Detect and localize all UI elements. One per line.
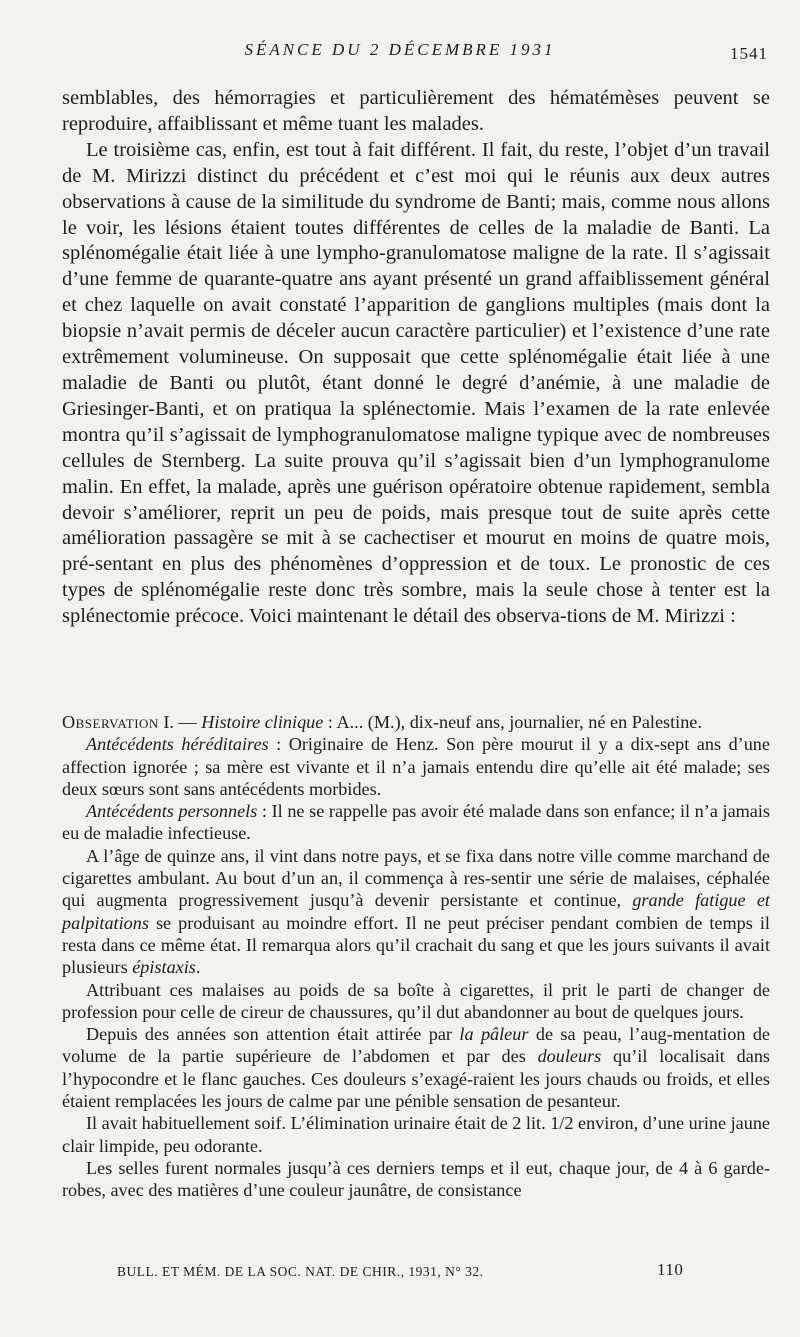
paragraph-third-case: Le troisième cas, enfin, est tout à fait différent. Il fait, du reste, l’objet d’un travail de M. Mirizzi distinct du précédent et c’est moi qui le réunis aux deux autres observations à cause de la similitude du syndrome de Banti; mais, comme nous allons le voir, les lésions étaient toutes différentes de celles de la maladie de Banti. La splénomégalie était liée à une lympho-granulomatose maligne de la rate. Il s’agissait d’une femme de quarante-quatre ans ayant présenté un grand affaiblissement général et chez laquelle on avait constaté l’apparition de ganglions multiples (mais dont la biopsie n’avait permis de déceler aucun caractère particulier) et l’existence d’une rate extrêmement volumineuse. On supposait que cette splénomégalie était liée à une maladie de Banti ou plutôt, étant donné le degré d’anémie, à une maladie de Griesinger-Banti, et on pratiqua la splénectomie. Mais l’examen de la rate enlevée montra qu’il s’agissait de lymphogranulomatose maligne typique avec de nombreuses cellules de Sternberg. La suite prouva qu’il s’agissait bien d’un lymphogranulome malin. En effet, la malade, après une guérison opératoire obtenue rapidement, sembla devoir s’améliorer, reprit un peu de poids, mais presque tout de suite après cette amélioration passagère se mit à se cachectiser et mourut en moins de quatre mois, pré-sentant en plus des phénomènes d’oppression et de toux. Le pronostic de ces types de splénomégalie reste donc très sombre, mais la seule chose à tenter est la splénectomie précoce. Voici maintenant le détail des observa-tions de M. Mirizzi : — [62, 138, 770, 628]
history-emphasis-epistaxis: épistaxis — [132, 957, 196, 978]
running-title: SÉANCE DU 2 DÉCEMBRE 1931 — [244, 40, 556, 59]
symptoms-text-e: qu’il localisait dans l’hypocondre et le flanc gauches. Ces douleurs s’exagé-raient les jours chauds ou froids, et elles étaient remplacées les jours de calme par une pénible sensation de pesanteur. — [62, 1046, 770, 1112]
main-text — [62, 86, 770, 630]
paragraph-continuation: semblables, des hémorragies et particulièrement des hématémèses peuvent se reproduire, affaiblissant et même tuant les malades. — [62, 87, 770, 135]
symptoms-emphasis-paleur: la pâleur — [459, 1024, 529, 1045]
symptoms-emphasis-douleurs: douleurs — [537, 1046, 602, 1067]
profession-paragraph: Attribuant ces malaises au poids de sa boîte à cigarettes, il prit le parti de changer de profession pour celle de cireur de chaussures, qu’il dut abandonner au bout de quelques jours. — [62, 979, 770, 1022]
hereditary-text: : Originaire de Henz. Son père mourut il y a dix-sept ans d’une affection ignorée ; sa mère est vivante et il n’a jamais entendu dire qu’elle ait été malade; ses deux sœurs sont sans antécédents morbides. — [62, 734, 770, 799]
personal-text: : Il ne se rappelle pas avoir été malade dans son enfance; il n’a jamais eu de maladie infectieuse. — [62, 801, 770, 844]
symptoms-text-c: de sa peau, l’aug-mentation de volume de la partie supérieure de l’abdomen et par des — [62, 1024, 770, 1067]
history-emphasis-fatigue: grande fatigue et palpitations — [62, 890, 770, 933]
signature-mark: 110 — [657, 1260, 684, 1279]
observation-number: I. — — [158, 712, 202, 732]
stools-paragraph: Les selles furent normales jusqu’à ces derniers temps et il eut, chaque jour, de 4 à 6 garde-robes, avec des matières d’une couleur jaunâtre, de consistance — [62, 1157, 770, 1201]
history-paragraph — [62, 845, 770, 979]
hereditary-antecedents — [62, 733, 770, 800]
personal-antecedents — [62, 800, 770, 845]
symptoms-text-a: Depuis des années son attention était attirée par — [86, 1024, 460, 1045]
history-text-a: A l’âge de quinze ans, il vint dans notre pays, et se fixa dans notre ville comme marchand de cigarettes ambulant. Au bout d’un an, il commença à res-sentir une série de malaises, céphalée qui augmenta progressivement jusqu’à devenir persistante et continue, — [62, 845, 770, 911]
observation-label: Observation — [62, 712, 159, 732]
observation-heading: Histoire clinique — [201, 712, 324, 732]
running-header — [0, 40, 800, 70]
journal-reference: BULL. ET MÉM. DE LA SOC. NAT. DE CHIR., 1931, N° 32. — [117, 1264, 484, 1279]
observation-title-paragraph — [62, 711, 770, 733]
history-text-c: se produisant au moindre effort. Il ne peut préciser pendant combien de temps il resta dans ce même état. Il remarqua alors qu’il crachait du sang et que les jours suivants il avait plusieurs — [62, 912, 770, 978]
symptoms-paragraph — [62, 1023, 770, 1112]
thirst-paragraph: Il avait habituellement soif. L’élimination urinaire était de 2 lit. 1/2 environ, d’une urine jaune clair limpide, peu odorante. — [62, 1113, 770, 1156]
personal-heading: Antécédents personnels — [86, 801, 258, 822]
page-number: 1541 — [730, 44, 768, 63]
observation-intro: : A... (M.), dix-neuf ans, journalier, né en Palestine. — [323, 712, 702, 732]
observation-section — [62, 711, 770, 1202]
history-text-e: . — [195, 957, 201, 978]
hereditary-heading: Antécédents héréditaires — [86, 734, 269, 755]
